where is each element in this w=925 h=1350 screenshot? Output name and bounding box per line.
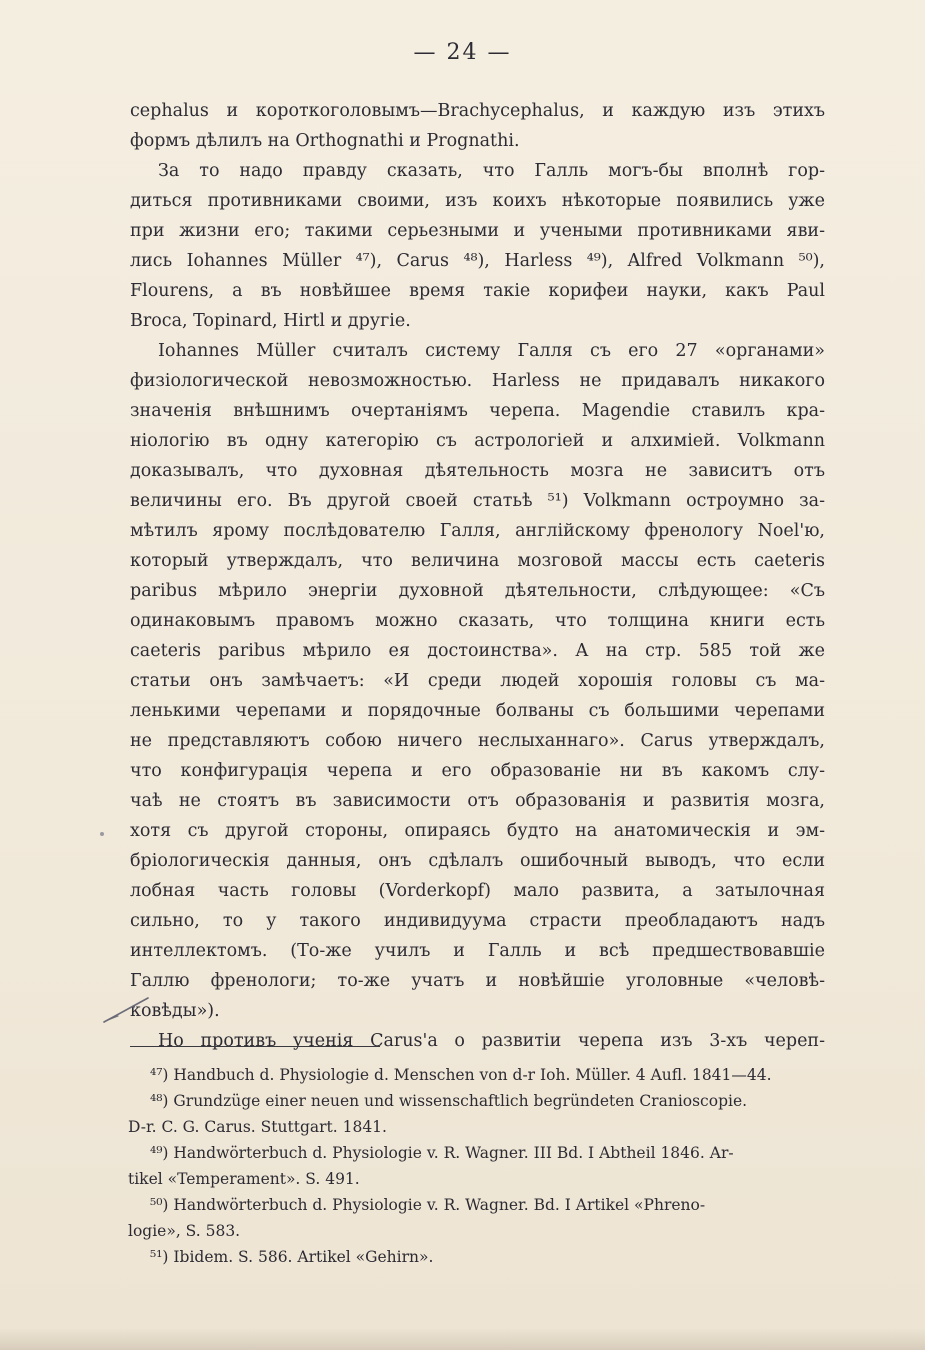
body-text [130,96,825,1056]
footnote-continuation: D-r. C. G. Carus. Stuttgart. 1841. [128,1118,387,1136]
footnote: ⁴⁹) Handwörterbuch d. Physiologie v. R. Wagner. III Bd. I Abtheil 1846. Ar- [150,1144,734,1162]
text-line: ленькими черепами и порядочные болваны съ большими черепами [130,701,825,721]
text-line: бріологическія данныя, онъ сдѣлалъ ошибочный выводъ, что если [130,851,825,871]
text-line: при жизни его; такими серьезными и учеными противниками яви- [130,221,825,241]
text-line: лись Iohannes Müller ⁴⁷), Carus ⁴⁸), Harless ⁴⁹), Alfred Volkmann ⁵⁰), [130,251,825,271]
pencil-mark-icon [102,996,150,1024]
footnote-continuation: logie», S. 583. [128,1222,241,1240]
margin-dot [100,832,104,836]
text-line: мѣтилъ ярому послѣдователю Галля, англійскому френологу Noel'ю, [130,521,825,541]
text-line: который утверждалъ, что величина мозговой массы есть caeteris [130,551,825,571]
text-line: ніологію въ одну категорію съ астрологіей и алхиміей. Volkmann [130,431,825,451]
text-line: интеллектомъ. (То-же училъ и Галль и всѣ предшествовавшіе [130,941,825,961]
footnote: ⁵⁰) Handwörterbuch d. Physiologie v. R. Wagner. Bd. I Artikel «Phreno- [150,1196,706,1214]
text-line: Но противъ ученія Carus'а о развитіи черепа изъ 3-хъ череп- [158,1031,825,1051]
text-line: Iohannes Müller считалъ систему Галля съ его 27 «органами» [158,341,825,361]
text-line: лобная часть головы (Vorderkopf) мало развита, а затылочная [130,881,825,901]
page-number: — 24 — [413,40,512,65]
text-line: Галлю френологи; то-же учатъ и новѣйшіе уголовные «человѣ- [130,971,825,991]
text-line: величины его. Въ другой своей статьѣ ⁵¹) Volkmann остроумно за- [130,491,825,511]
text-line: диться противниками своими, изъ коихъ нѣкоторые появились уже [130,191,825,211]
text-line: сильно, то у такого индивидуума страсти преобладаютъ надъ [130,911,825,931]
page-edge-shadow [0,1328,925,1350]
text-line: За то надо правду сказать, что Галль могъ-бы вполнѣ гор- [158,161,825,181]
text-line: ковѣды»). [130,1001,220,1021]
text-line: cephalus и короткоголовымъ—Brachycephalus, и каждую изъ этихъ [130,101,825,121]
text-line: Flourens, а въ новѣйшее время такіе корифеи науки, какъ Paul [130,281,825,301]
text-line: значенія внѣшнимъ очертаніямъ черепа. Magendie ставилъ кра- [130,401,825,421]
text-line: чаѣ не стоятъ въ зависимости отъ образованія и развитія мозга, [130,791,825,811]
text-line: caeteris paribus мѣрило ея достоинства». А на стр. 585 той же [130,641,825,661]
text-line: Broca, Topinard, Hirtl и другіе. [130,311,411,331]
text-line: статьи онъ замѣчаетъ: «И среди людей хорошія головы съ ма- [130,671,825,691]
text-line: хотя съ другой стороны, опираясь будто на анатомическія и эм- [130,821,825,841]
footnote: ⁴⁸) Grundzüge einer neuen und wissenschaftlich begründeten Cranioscopie. [150,1092,748,1110]
text-line: физіологической невозможностью. Harless не придавалъ никакого [130,371,825,391]
footnote: ⁵¹) Ibidem. S. 586. Artikel «Gehirn». [150,1248,434,1266]
text-line: доказывалъ, что духовная дѣятельность мозга не зависитъ отъ [130,461,825,481]
text-line: одинаковымъ правомъ можно сказать, что толщина книги есть [130,611,825,631]
footnote-rule [130,1046,380,1047]
footnote-continuation: tikel «Temperament». S. 491. [128,1170,360,1188]
text-line: формъ дѣлилъ на Orthognathi и Prognathi. [130,131,520,151]
text-line: paribus мѣрило энергіи духовной дѣятельности, слѣдующее: «Съ [130,581,825,601]
text-line: не представляютъ собою ничего неслыханнаго». Carus утверждалъ, [130,731,825,751]
footnotes [128,1062,826,1270]
text-line: что конфигурація черепа и его образованіе ни въ какомъ слу- [130,761,825,781]
footnote: ⁴⁷) Handbuch d. Physiologie d. Menschen von d-r Ioh. Müller. 4 Aufl. 1841—44. [150,1066,772,1084]
